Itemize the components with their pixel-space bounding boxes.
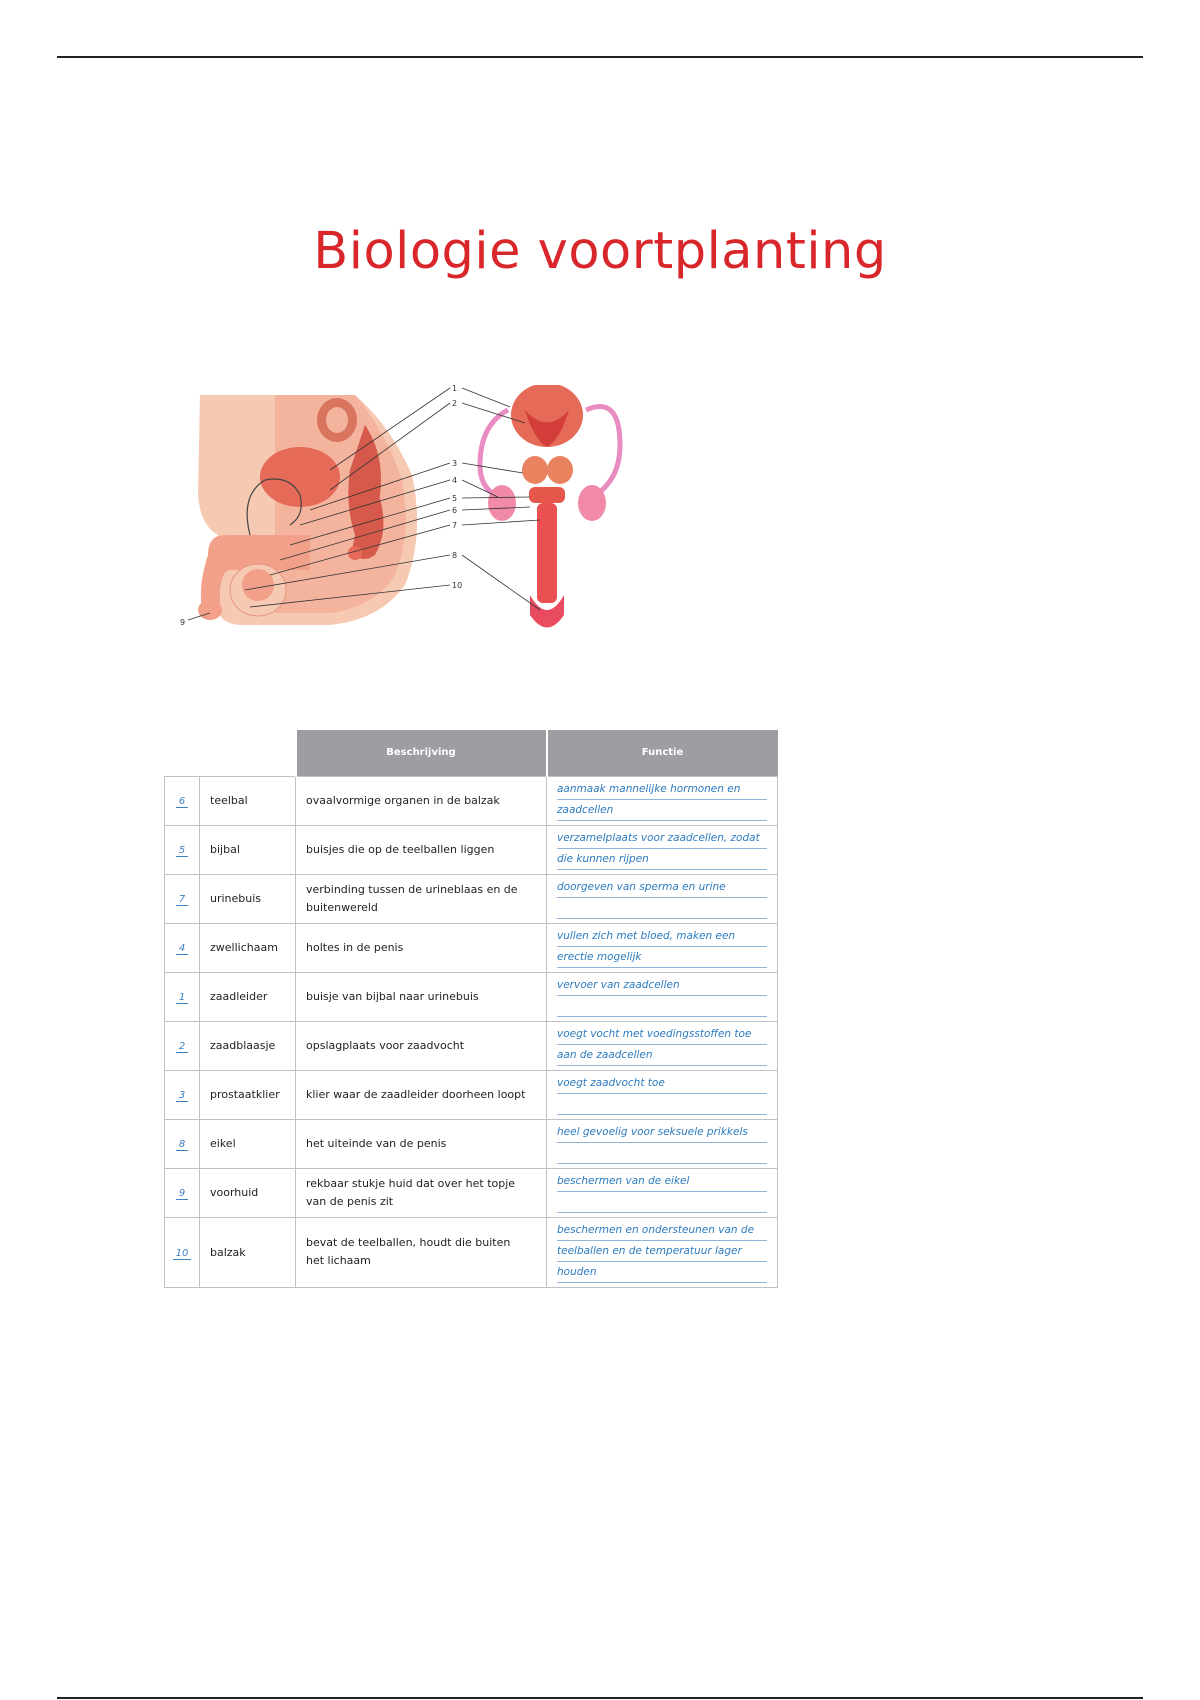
organ-function (547, 1217, 778, 1287)
function-line: aanmaak mannelijke hormonen en (557, 779, 767, 800)
answer-number: 7 (176, 894, 188, 906)
organ-description (296, 923, 547, 972)
table-row (165, 1021, 778, 1070)
table-row (165, 1070, 778, 1119)
table-body (165, 776, 778, 1287)
answer-number: 2 (176, 1041, 188, 1053)
table-row (165, 1168, 778, 1217)
function-line: erectie mogelijk (557, 947, 767, 968)
function-line: vullen zich met bloed, maken een (557, 926, 767, 947)
page-title: Biologie voortplanting (313, 222, 887, 281)
footer-rule (57, 1697, 1143, 1699)
table-row (165, 1217, 778, 1287)
organ-function (547, 1021, 778, 1070)
function-line: beschermen en ondersteunen van de (557, 1220, 767, 1241)
function-line (557, 1143, 767, 1164)
organ-description (296, 1021, 547, 1070)
function-line: heel gevoelig voor seksuele prikkels (557, 1122, 767, 1143)
description-line: rekbaar stukje huid dat over het topje (306, 1176, 516, 1190)
answer-number: 8 (176, 1139, 188, 1151)
function-line: vervoer van zaadcellen (557, 975, 767, 996)
organ-description (296, 1217, 547, 1287)
organ-description (296, 874, 547, 923)
organ-name: urinebuis (200, 874, 296, 923)
description-line: buitenwereld (306, 900, 378, 914)
organ-description (296, 972, 547, 1021)
function-line: die kunnen rijpen (557, 849, 767, 870)
figure-label-4: 4 (452, 476, 458, 485)
figure-label-5: 5 (452, 494, 458, 503)
figure-label-10: 10 (452, 581, 463, 590)
organ-function (547, 825, 778, 874)
function-line: beschermen van de eikel (557, 1171, 767, 1192)
function-line (557, 1094, 767, 1115)
organ-function (547, 923, 778, 972)
function-line: doorgeven van sperma en urine (557, 877, 767, 898)
description-line: buisjes die op de teelballen liggen (306, 842, 495, 856)
table-row (165, 825, 778, 874)
table-row (165, 874, 778, 923)
table-row (165, 1119, 778, 1168)
description-line: het lichaam (306, 1254, 371, 1267)
organ-description (296, 1119, 547, 1168)
table-row (165, 923, 778, 972)
organ-description (296, 1070, 547, 1119)
anatomy-figure (180, 385, 700, 655)
description-line: het uiteinde van de penis (306, 1136, 447, 1150)
function-line: verzamelplaats voor zaadcellen, zodat (557, 828, 767, 849)
function-line: aan de zaadcellen (557, 1045, 767, 1066)
figure-label-7: 7 (452, 521, 458, 530)
description-line: ovaalvormige organen in de balzak (306, 793, 500, 807)
function-line: houden (557, 1262, 767, 1283)
function-line (557, 898, 767, 919)
organ-function (547, 1168, 778, 1217)
figure-label-9: 9 (180, 618, 186, 627)
description-line: van de penis zit (306, 1194, 394, 1208)
organ-function (547, 972, 778, 1021)
description-line: holtes in de penis (306, 940, 404, 954)
organ-description (296, 1168, 547, 1217)
function-line (557, 1192, 767, 1213)
function-line: voegt vocht met voedingsstoffen toe (557, 1024, 767, 1045)
table-row (165, 776, 778, 825)
function-line: zaadcellen (557, 800, 767, 821)
figure-label-6: 6 (452, 506, 458, 515)
organ-name: zwellichaam (200, 923, 296, 972)
description-header: Beschrijving (296, 730, 547, 776)
anatomy-illustration (180, 385, 700, 655)
description-line: verbinding tussen de urineblaas en de (306, 882, 518, 896)
table-header-row (165, 730, 778, 776)
answer-number: 3 (176, 1090, 188, 1102)
description-line: klier waar de zaadleider doorheen loopt (306, 1087, 526, 1101)
description-line: buisje van bijbal naar urinebuis (306, 989, 479, 1003)
figure-label-8: 8 (452, 551, 458, 560)
answer-number: 9 (176, 1188, 188, 1200)
organ-name: zaadblaasje (200, 1021, 296, 1070)
function-line: teelballen en de temperatuur lager (557, 1241, 767, 1262)
description-line: bevat de teelballen, houdt die buiten (306, 1236, 511, 1249)
answer-number: 5 (176, 845, 188, 857)
organ-name: balzak (200, 1217, 296, 1287)
organ-name: zaadleider (200, 972, 296, 1021)
organ-description (296, 776, 547, 825)
table-row (165, 972, 778, 1021)
organ-name: teelbal (200, 776, 296, 825)
organ-name: bijbal (200, 825, 296, 874)
answer-number: 10 (173, 1248, 192, 1260)
organ-function (547, 776, 778, 825)
organ-function (547, 874, 778, 923)
function-header: Functie (547, 730, 778, 776)
organ-table (164, 730, 778, 1288)
description-line: opslagplaats voor zaadvocht (306, 1038, 465, 1052)
header-rule (57, 56, 1143, 58)
organ-function (547, 1119, 778, 1168)
organ-function (547, 1070, 778, 1119)
organ-name: voorhuid (200, 1168, 296, 1217)
function-line: voegt zaadvocht toe (557, 1073, 767, 1094)
answer-number: 1 (176, 992, 188, 1004)
organ-name: prostaatklier (200, 1070, 296, 1119)
figure-label-3: 3 (452, 459, 458, 468)
answer-number: 4 (176, 943, 188, 955)
answer-number: 6 (176, 796, 188, 808)
organ-name: eikel (200, 1119, 296, 1168)
function-line (557, 996, 767, 1017)
figure-label-1: 1 (452, 385, 458, 393)
organ-description (296, 825, 547, 874)
figure-label-2: 2 (452, 399, 458, 408)
